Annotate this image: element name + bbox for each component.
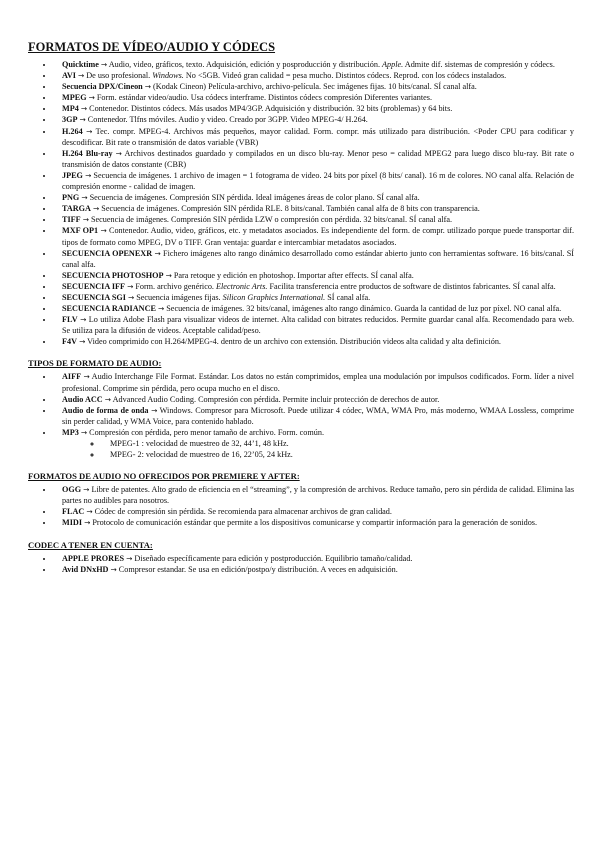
format-company: Silicon Graphics International. [222,292,326,302]
format-name: H.264 Blu-ray [62,148,113,158]
arrow-icon: → [81,193,88,203]
format-description-cont: No <5GB. Videó gran calidad = pesa mucho. Distintos códecs. Reprod. con los códecs instalados. [183,71,507,81]
arrow-icon: → [110,564,117,574]
format-name: AIFF [62,372,82,382]
sub-list-item: ◦ MPEG-1 : velocidad de muestreo de 32, 44’1, 48 kHz. [102,438,574,449]
list-item [54,81,574,92]
format-description: Contenedor. Audio, video, gráficos, etc. y metadatos asociados. Es independiente del form. de compr. utilizado porque puede transportar dif. tipos de formato como MPEG, DV o TIFF. Gran ventaja: guardar e intercambiar metadatos asociados. [62,226,574,247]
format-name: PNG [62,193,80,203]
list-item [54,214,574,225]
format-description-cont: Facilita transferencia entre productos de software de distintos fabricantes. SÍ canal alfa. [267,281,556,291]
format-description: Fichero imágenes alto rango dinámico desarrollado como estándar abierto junto con herramientas software. 16 bits/canal. SÍ canal alfa. [62,248,575,269]
arrow-icon: → [80,315,87,325]
format-name: Audio de forma de onda [62,405,149,415]
format-name: OGG [62,485,82,495]
arrow-icon: → [86,507,93,517]
arrow-icon: → [80,427,88,437]
format-description: Contenedor. Tlfns móviles. Audio y video. Creado por 3GPP. Video MPEG-4/ H.264. [87,115,368,125]
format-name: MP4 [62,104,79,114]
list-item [54,70,574,81]
format-description: Windows. Compresor para Microsoft. Puede utilizar 4 códec, WMA, WMA Pro, más moderno, WMAA Lossless, comprime sin perder calidad, y WMA Voice, para contenido hablado. [62,405,574,426]
arrow-icon: → [100,60,108,69]
format-name: SECUENCIA IFF [62,281,126,291]
format-description: Protocolo de comunicación estándar que permite a los dispositivos comunicarse y compartir información para la generación de sonidos. [92,518,538,528]
format-company: Windows. [152,71,184,81]
arrow-icon: → [80,104,88,114]
arrow-icon: → [104,394,111,404]
format-description: Audio Interchange File Format. Estándar. Los datos no están comprimidos, emplea una modulación por impulsos codificados. Form. líder a nivel profesional. Comprime sin pérdida, pero ocupa mucho en el disco. [62,372,575,393]
arrow-icon: → [86,126,93,136]
format-name: TIFF [62,215,81,225]
sub-list-item: ◦ MPEG- 2: velocidad de muestreo de 16, 22’05, 24 kHz. [102,449,574,460]
format-name: APPLE PRORES [62,553,125,563]
format-description: Video comprimido con H.264/MPEG-4. dentro de un archivo con extensión. Distribución videos alta calidad y alta definición. [87,337,501,347]
arrow-icon: → [88,93,95,103]
arrow-icon: → [82,215,89,225]
format-name: FLAC [62,507,85,517]
format-name: MPEG [62,93,87,103]
arrow-icon: → [126,553,133,563]
format-name: Audio ACC [62,394,103,404]
list-item [54,126,574,148]
format-company: Electronic Arts. [216,281,268,291]
format-description-cont: Admite dif. sistemas de compresión y códecs. [403,60,555,69]
list-item [54,394,574,405]
list-item [54,292,574,303]
format-description: Lo utiliza Adobe Flash para visualizar videos de internet. Alta calidad con bitrates reducidos. Permite guardar canal alfa. Recomendado para web. Se utiliza para la difusión de videos. Aceptable calidad/peso. [62,315,575,336]
arrow-icon: → [79,115,86,125]
list-item [54,248,574,270]
format-description: Contenedor. Distintos códecs. Más usados MP4/3GP. Adquisición y distribución. 32 bits (problemas) y 64 bits. [89,104,453,114]
format-name: Quicktime [62,60,99,69]
audio-formats-list [28,371,574,460]
format-name: SECUENCIA RADIANCE [62,304,156,314]
list-item [54,281,574,292]
list-item [54,314,574,336]
format-description: Advanced Audio Coding. Compresión con pérdida. Permite incluir protección de derechos de autor. [112,394,440,404]
unsupported-audio-list [28,484,574,528]
format-name: F4V [62,337,78,347]
format-description: Secuencia de imágenes. 32 bits/canal, imágenes alto rango dinámico. Guarda la cantidad de luz por píxel. NO canal alfa. [166,304,562,314]
format-description: De uso profesional. [86,71,153,81]
list-item [54,564,574,575]
arrow-icon: → [144,82,151,92]
format-name: TARGA [62,204,91,214]
format-name: JPEG [62,170,83,180]
format-description: Secuencia imágenes fijas. [136,292,223,302]
list-item [54,92,574,103]
format-description: Compresor estandar. Se usa en edición/postpo/y distribución. A veces en adquisición. [118,564,398,574]
list-item [54,192,574,203]
list-item [54,59,574,70]
codec-list [28,553,574,575]
format-description: Secuencia de imágenes. 1 archivo de imagen = 1 fotograma de video. 24 bits por píxel (8 bits/ canal). 16 m de colores. NO canal alfa. Relación de compresión enorme - calidad de imagen. [62,170,575,192]
arrow-icon: → [85,170,92,180]
format-description: Secuencia de imágenes. Compresión SIN pérdida. Ideal imágenes áreas de color plano. SÍ canal alfa. [89,193,420,203]
format-description-cont: SÍ canal alfa. [325,292,371,302]
format-description: Códec de compresión sin pérdida. Se recomienda para almacenar archivos de gran calidad. [94,507,392,517]
list-item [54,270,574,281]
format-name: SECUENCIA SGI [62,292,126,302]
format-name: FLV [62,315,78,325]
arrow-icon: → [127,281,134,291]
audio-section-title: TIPOS DE FORMATO DE AUDIO: [28,358,162,369]
format-description: Para retoque y edición en photoshop. Importar after effects. SÍ canal alfa. [173,270,414,280]
list-item [54,506,574,517]
document-title: FORMATOS DE VÍDEO/AUDIO Y CÓDECS [28,40,276,54]
format-name: SECUENCIA OPENEXR [62,248,153,258]
video-formats-list [28,59,574,347]
arrow-icon: → [83,372,90,382]
format-description: Form. archivo genérico. [135,281,217,291]
format-company: Apple. [382,60,404,69]
list-item [54,225,574,247]
arrow-icon: → [78,71,85,81]
format-description: Secuencia de imágenes. Compresión SIN pérdida RLE. 8 bits/canal. También canal alfa de 8 bits con transparencia. [101,204,480,214]
list-item [54,303,574,314]
arrow-icon: → [79,337,86,347]
format-name: MP3 [62,427,79,437]
arrow-icon: → [158,304,165,314]
format-name: MXF OP1 [62,226,99,236]
format-description: Audio, video, gráficos, texto. Adquisición, edición y posproducción y distribución. [108,60,383,69]
format-name: H.264 [62,126,83,136]
format-description: Tec. compr. MPEG-4. Archivos más pequeños, mayor calidad. Form. compr. más utilizado para distribución. <Poder CPU para codificar y descodificar. Bit rate o transmisión de datos variable (VBR) [62,126,574,147]
format-description: Form. estándar video/audio. Usa códecs interframe. Distintos códecs compresión Diferentes variantes. [96,93,432,103]
list-item [54,553,574,564]
arrow-icon: → [154,248,161,258]
arrow-icon: → [151,405,158,415]
format-name: Secuencia DPX/Cineon [62,82,143,92]
arrow-icon: → [115,148,122,158]
list-item [54,114,574,125]
arrow-icon: → [100,226,107,236]
list-item [54,427,574,460]
arrow-icon: → [93,204,100,214]
format-name: MIDI [62,518,83,528]
format-name: AVI [62,71,76,81]
list-item [54,371,574,393]
list-item [54,103,574,114]
list-item [54,203,574,214]
list-item [54,405,574,427]
list-item [54,148,574,170]
list-item [54,336,574,347]
arrow-icon: → [127,292,135,302]
format-description: Secuencia de imágenes. Compresión SIN pérdida LZW o compresión con pérdida. 32 bits/canal. SÍ canal alfa. [90,215,453,225]
format-name: SECUENCIA PHOTOSHOP [62,270,164,280]
codec-section-title: CODEC A TENER EN CUENTA: [28,539,153,550]
format-name: 3GP [62,115,78,125]
list-item [54,170,574,192]
format-description: Diseñado específicamente para edición y postproducción. Equilibrio tamaño/calidad. [134,553,413,563]
mp3-sublist [62,438,574,460]
list-item [54,517,574,528]
arrow-icon: → [83,485,90,495]
format-description: (Kodak Cineon) Película-archivo, archivo-película. Sec imágenes fijas. 10 bits/canal. SÍ canal alfa. [153,82,477,92]
arrow-icon: → [165,270,172,280]
arrow-icon: → [84,518,91,528]
format-description: Archivos destinados guardado y compilados en un disco blu-ray. Menor peso = calidad MPEG2 para luego disco blu-ray. Bit rate o transmisión de datos constante (CBR) [62,148,574,169]
format-description: Libre de patentes. Alto grado de eficiencia en el “streaming”, y la compresión de archivos. Reduce tamaño, pero sin pérdida de calidad. Elimina las partes no audibles para nosotros. [62,485,575,506]
format-name: Avid DNxHD [62,564,109,574]
list-item [54,484,574,506]
format-description: Compresión con pérdida, pero menor tamaño de archivo. Form. común. [89,427,324,437]
unsupported-audio-section-title: FORMATOS DE AUDIO NO OFRECIDOS POR PREMIERE Y AFTER: [28,471,300,482]
